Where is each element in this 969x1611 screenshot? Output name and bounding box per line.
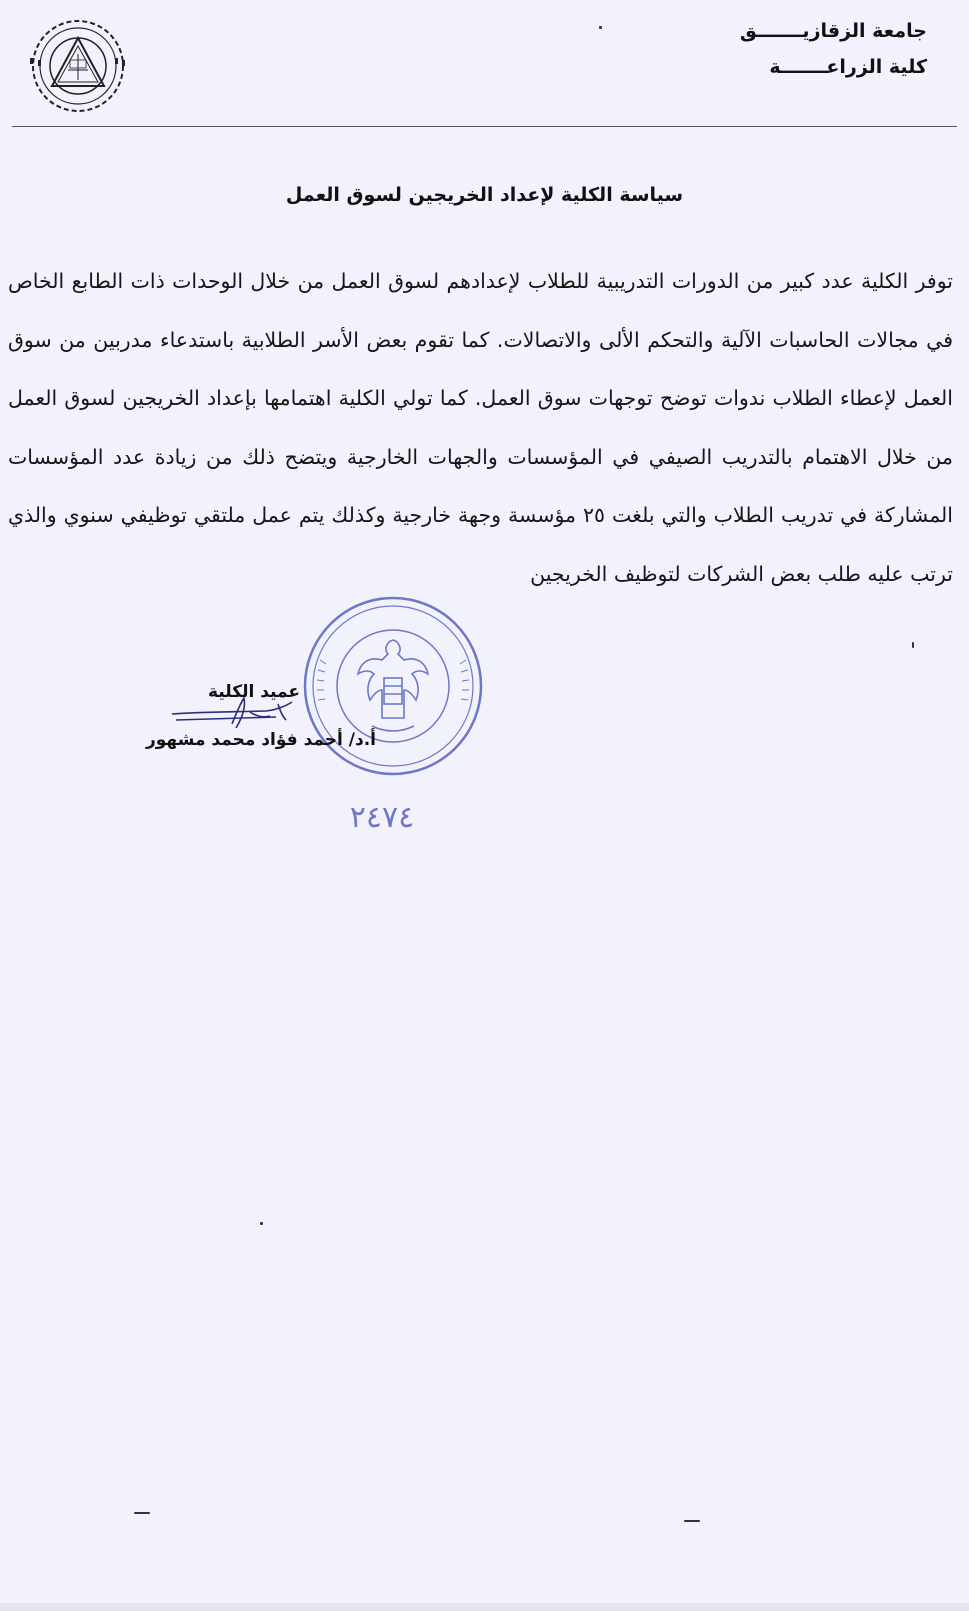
faculty-of-agriculture-logo-icon	[18, 14, 138, 122]
dean-name: أ.د/ أحمد فؤاد محمد مشهور	[145, 730, 376, 750]
handwritten-number-text: ٢٤٧٤	[349, 800, 415, 835]
document-body: توفر الكلية عدد كبير من الدورات التدريبية للطلاب لإعدادهم لسوق العمل من خلال الوحدات ذات الطابع الخاص في مجالات الحاسبات الآلية والتحكم الألى والاتصالات. كما تقوم بعض الأسر الطلابية باستدعاء مدربين من سوق العمل لإعطاء الطلاب ندوات توضح توجهات سوق العمل. كما تولي الكلية اهتمامها بإعداد الخريجين لسوق العمل من خلال الاهتمام بالتدريب الصيفي في المؤسسات والجهات الخارجية ويتضح ذلك من زيادة عدد المؤسسات المشاركة في تدريب الطلاب والتي بلغت ٢٥ مؤسسة وجهة خارجية وكذلك يتم عمل ملتقي توظيفي سنوي والذي ترتب عليه طلب بعض الشركات لتوظيف الخريجين	[8, 269, 953, 586]
scan-speck	[684, 1520, 700, 1522]
dean-title: عميد الكلية	[208, 682, 300, 702]
handwritten-number	[322, 800, 442, 850]
handwritten-signature	[166, 694, 316, 734]
official-stamp	[298, 590, 488, 782]
document-title: سياسة الكلية لإعداد الخريجين لسوق العمل	[285, 184, 684, 206]
scan-speck	[134, 1512, 150, 1514]
faculty-name: كلية الزراعـــــــة	[769, 56, 927, 78]
scan-speck	[912, 642, 914, 648]
scan-edge	[0, 1603, 969, 1611]
scan-speck	[260, 1222, 263, 1225]
eagle-emblem-icon	[358, 640, 428, 731]
university-name: جامعة الزقازيـــــــق	[739, 20, 927, 42]
header-divider	[12, 126, 957, 127]
scan-speck	[599, 26, 602, 29]
